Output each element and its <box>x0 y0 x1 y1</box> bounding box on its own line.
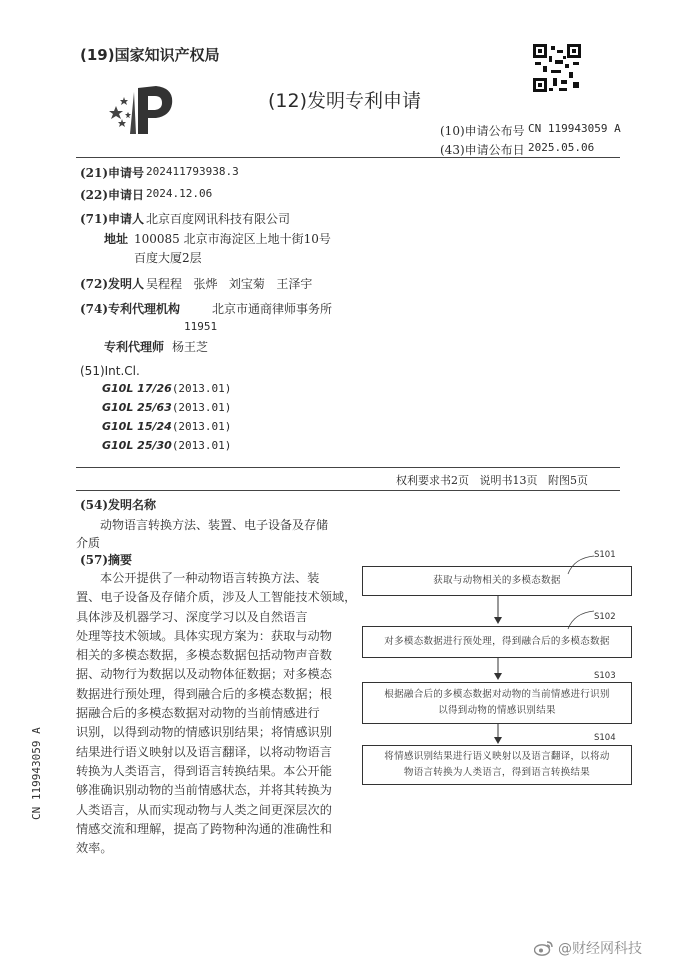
classification-code: G10L 25/63 <box>102 401 172 414</box>
abstract-line: 据融合后的多模态数据对动物的当前情感进行 <box>76 706 320 721</box>
step-text-line-1: 将情感识别结果进行语义映射以及语言翻译，以将动 <box>384 751 610 762</box>
inventors: 吴程程 张烨 刘宝菊 王泽宇 <box>146 277 313 291</box>
publication-date-label: (43)申请公布日 <box>440 143 525 157</box>
arrow-down-icon <box>492 723 504 745</box>
application-date: 2024.12.06 <box>146 187 213 200</box>
invention-title-line-1: 动物语言转换方法、装置、电子设备及存储 <box>100 518 329 532</box>
side-publication-number: CN 119943059 A <box>30 727 43 820</box>
classification-year: (2013.01) <box>171 382 232 395</box>
flowchart-step-s103 <box>362 682 632 724</box>
issuing-office: (19)国家知识产权局 <box>80 46 220 64</box>
step-text-line-2: 物语言转换为人类语言，得到语言转换结果 <box>403 767 591 778</box>
invention-title-line-2: 介质 <box>76 536 101 550</box>
publication-number: CN 119943059 A <box>528 122 621 135</box>
page-count-divider-bottom <box>76 490 620 491</box>
classification-row <box>102 382 231 395</box>
classification-year: (2013.01) <box>171 439 232 452</box>
watermark <box>534 938 642 958</box>
step-text-line-2: 以得到动物的情感识别结果 <box>438 705 556 716</box>
arrow-down-icon <box>492 657 504 681</box>
document-type: (12)发明专利申请 <box>268 90 422 112</box>
classification-year: (2013.01) <box>171 401 232 414</box>
classification-code: G10L 15/24 <box>102 420 172 433</box>
abstract-line: 据、动物行为数据以及动物体征数据；对多模态 <box>76 667 332 682</box>
flowchart-step-s102 <box>362 626 632 658</box>
abstract-label: (57)摘要 <box>80 553 133 567</box>
abstract-line: 相关的多模态数据，多模态数据包括动物声音数 <box>76 648 332 663</box>
inventors-label: (72)发明人 <box>80 277 145 291</box>
step-id: S104 <box>594 733 616 743</box>
address-label: 地址 <box>104 232 129 246</box>
watermark-text: @财经网科技 <box>558 941 642 957</box>
header-divider <box>76 157 620 158</box>
classification-code: G10L 25/30 <box>102 439 172 452</box>
step-text: 获取与动物相关的多模态数据 <box>433 575 561 586</box>
flowchart-step-s104 <box>362 745 632 785</box>
abstract-line: 人类语言，从而实现动物与人类之间更深层次的 <box>76 802 332 817</box>
qr-code-icon <box>533 44 581 92</box>
patent-agency: 北京市通商律师事务所 <box>212 302 333 316</box>
address-line-1: 100085 北京市海淀区上地十街10号 <box>134 232 331 246</box>
abstract-line: 情感交流和理解，提高了跨物种沟通的准确性和 <box>76 821 332 836</box>
abstract-line: 本公开提供了一种动物语言转换方法、装 <box>100 571 320 585</box>
abstract-line: 够准确识别动物的当前情感状态，并将其转换为 <box>76 783 332 798</box>
step-id: S101 <box>594 550 616 560</box>
abstract-line: 处理等技术领域。具体实现方案为：获取与动物 <box>76 628 332 643</box>
applicant: 北京百度网讯科技有限公司 <box>146 212 291 226</box>
cnipa-emblem-icon <box>108 78 180 138</box>
abstract-text <box>76 569 357 858</box>
step-text-line-1: 根据融合后的多模态数据对动物的当前情感进行识别 <box>384 689 610 700</box>
page-counts: 权利要求书2页 说明书13页 附图5页 <box>396 474 588 487</box>
int-cl-label: (51)Int.Cl. <box>80 364 140 378</box>
arrow-down-icon <box>492 595 504 625</box>
abstract-line: 具体涉及机器学习、深度学习以及自然语言 <box>76 609 308 624</box>
publication-number-label: (10)申请公布号 <box>440 124 525 138</box>
abstract-line: 置、电子设备及存储介质，涉及人工智能技术领域， <box>76 590 357 605</box>
classification-year: (2013.01) <box>171 420 232 433</box>
abstract-line: 转换为人类语言，得到语言转换结果。本公开能 <box>76 763 332 778</box>
classification-code: G10L 17/26 <box>102 382 172 395</box>
patent-agent-label: 专利代理师 <box>104 340 165 354</box>
abstract-line: 效率。 <box>76 841 113 856</box>
address-line-2: 百度大厦2层 <box>134 251 202 265</box>
application-date-label: (22)申请日 <box>80 188 145 202</box>
patent-agent: 杨王芝 <box>172 340 209 354</box>
step-id: S102 <box>594 612 616 622</box>
page-count-divider-top <box>76 467 620 468</box>
weibo-icon <box>534 940 554 956</box>
applicant-label: (71)申请人 <box>80 212 145 226</box>
classification-row <box>102 439 231 452</box>
flowchart-step-s101 <box>362 566 632 596</box>
publication-date: 2025.05.06 <box>528 141 595 154</box>
classification-row <box>102 401 231 414</box>
step-text: 对多模态数据进行预处理，得到融合后的多模态数据 <box>384 636 610 647</box>
patent-agency-code: 11951 <box>184 320 218 333</box>
step-id: S103 <box>594 671 616 681</box>
invention-title-label: (54)发明名称 <box>80 498 157 512</box>
patent-agency-label: (74)专利代理机构 <box>80 302 181 316</box>
application-number-label: (21)申请号 <box>80 166 145 180</box>
application-number: 202411793938.3 <box>146 165 239 178</box>
abstract-line: 结果进行语义映射以及语言翻译，以将动物语言 <box>76 744 332 759</box>
abstract-line: 数据进行预处理，得到融合后的多模态数据；根 <box>76 686 332 701</box>
classification-row <box>102 420 231 433</box>
abstract-line: 识别，以得到动物的情感识别结果；将情感识别 <box>76 725 332 740</box>
